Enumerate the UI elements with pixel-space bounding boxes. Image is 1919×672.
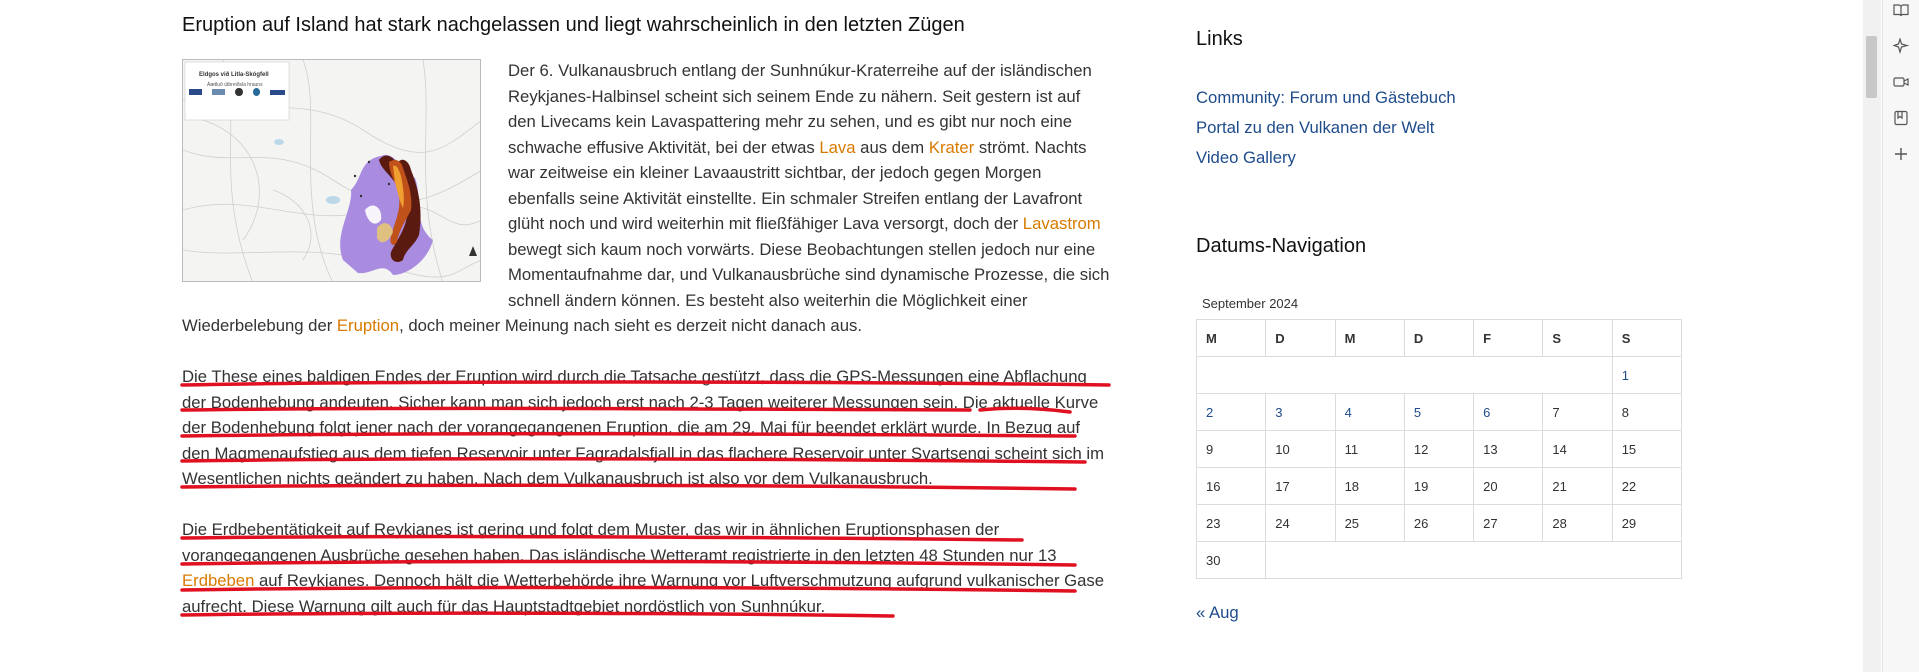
calendar-weekdays <box>1197 320 1682 357</box>
date-nav-widget-title: Datums-Navigation <box>1196 235 1367 257</box>
logo-icon <box>253 88 260 96</box>
browser-side-toolbar <box>1882 0 1919 672</box>
calendar-day-cell: 25 <box>1335 505 1404 542</box>
article-body <box>182 58 1112 619</box>
calendar-day-link[interactable]: 5 <box>1413 404 1422 420</box>
scrollbar-thumb[interactable] <box>1866 36 1877 98</box>
calendar-day-cell: 29 <box>1612 505 1681 542</box>
calendar-week-row <box>1197 468 1682 505</box>
calendar-day-cell: 24 <box>1266 505 1335 542</box>
calendar-week-row <box>1197 431 1682 468</box>
calendar-day-cell: 28 <box>1543 505 1612 542</box>
calendar-day-link[interactable]: 1 <box>1621 367 1629 383</box>
weekday-header: D <box>1404 320 1473 357</box>
link-erdbeben[interactable]: Erdbeben <box>182 571 255 590</box>
weekday-header: F <box>1474 320 1543 357</box>
map-legend-title: Eldgos við Litla-Skógfell <box>199 72 269 78</box>
calendar-day-cell[interactable] <box>1335 394 1404 431</box>
calendar-day-cell: 22 <box>1612 468 1681 505</box>
calendar-day-cell: 20 <box>1474 468 1543 505</box>
calendar-day-link[interactable]: 6 <box>1483 404 1491 420</box>
calendar-day-cell: 9 <box>1197 431 1266 468</box>
calendar-day-cell: 30 <box>1197 542 1266 579</box>
paragraph-3-text-2: auf Reykjanes. Dennoch hält die Wetterbehörde ihre Warnung vor Luftverschmutzung aufgrund vulkanischer Gase aufrecht. Diese Warnung gilt auch für das Hauptstadtgebiet nordöstlich von Sunhnúkur. <box>182 571 1105 616</box>
logo-icon <box>270 90 285 95</box>
paragraph-3 <box>182 517 1112 619</box>
bookmark-icon[interactable] <box>1891 108 1911 128</box>
paragraph-1-text-5: , doch meiner Meinung nach sieht es derzeit nicht danach aus. <box>399 316 862 335</box>
calendar <box>1196 294 1682 579</box>
links-widget-title: Links <box>1196 28 1243 50</box>
calendar-day-cell: 16 <box>1197 468 1266 505</box>
paragraph-3-text-1: Die Erdbebentätigkeit auf Reykjanes ist gering und folgt dem Muster, das wir in ähnlichen Eruptionsphasen der vorangegangenen Ausbrüche gesehen haben. Das isländische Wetteramt registrierte in den letzten 48 Stunden nur 13 <box>182 520 1057 565</box>
link-lavastrom[interactable]: Lavastrom <box>1022 214 1101 233</box>
calendar-table <box>1196 319 1682 579</box>
link-vulkan-portal[interactable]: Portal zu den Vulkanen der Welt <box>1196 118 1435 137</box>
calendar-day-link[interactable]: 2 <box>1206 404 1214 420</box>
paragraph-1-text-2: aus dem <box>855 137 929 157</box>
link-community-forum[interactable]: Community: Forum und Gästebuch <box>1196 88 1456 107</box>
reader-icon[interactable] <box>1891 0 1911 20</box>
weekday-header: M <box>1335 320 1404 357</box>
weekday-header: S <box>1612 320 1681 357</box>
logo-icon <box>235 88 242 96</box>
links-list <box>1196 83 1456 173</box>
page-scrollbar[interactable] <box>1863 0 1881 672</box>
calendar-empty-cell <box>1266 542 1682 579</box>
map-legend-subtitle: Áætluð útbreiðsla hrauns <box>207 82 263 88</box>
calendar-day-cell[interactable] <box>1266 394 1335 431</box>
calendar-body <box>1197 357 1682 579</box>
weekday-header: S <box>1543 320 1612 357</box>
calendar-day-cell: 10 <box>1266 431 1335 468</box>
calendar-day-cell[interactable] <box>1612 357 1681 394</box>
link-video-gallery[interactable]: Video Gallery <box>1196 148 1296 167</box>
logo-icon <box>212 89 225 95</box>
calendar-day-cell: 14 <box>1543 431 1612 468</box>
calendar-day-cell: 27 <box>1474 505 1543 542</box>
calendar-day-cell[interactable] <box>1404 394 1473 431</box>
calendar-day-cell: 15 <box>1612 431 1681 468</box>
agency-logos <box>189 85 285 99</box>
calendar-day-cell: 26 <box>1404 505 1473 542</box>
calendar-prev-month-link[interactable]: « Aug <box>1196 603 1239 622</box>
calendar-day-cell[interactable] <box>1197 394 1266 431</box>
logo-icon <box>189 89 202 95</box>
calendar-day-cell: 11 <box>1335 431 1404 468</box>
calendar-day-link[interactable]: 4 <box>1344 404 1352 420</box>
paragraph-1-text-3: strömt. Nachts war zeitweise ein kleiner Lavaaustritt sichtbar, der jedoch gegen Morgen ebenfalls seine Aktivität einstellte. Ein schmaler Streifen entlang der Lavafront glüht noch und wird weiterhin mit fließfähiger Lava versorgt, doch der <box>508 137 1087 233</box>
link-krater[interactable]: Krater <box>928 137 975 157</box>
calendar-caption: September 2024 <box>1202 296 1299 311</box>
calendar-day-link[interactable]: 3 <box>1275 404 1283 420</box>
calendar-week-row <box>1197 505 1682 542</box>
calendar-day-cell: 21 <box>1543 468 1612 505</box>
calendar-week-row <box>1197 357 1682 394</box>
link-lava[interactable]: Lava <box>819 137 856 157</box>
add-icon[interactable] <box>1891 144 1911 164</box>
calendar-day-cell: 12 <box>1404 431 1473 468</box>
calendar-day-cell: 7 <box>1543 394 1612 431</box>
video-icon[interactable] <box>1891 72 1911 92</box>
paragraph-1-text-4: bewegt sich kaum noch vorwärts. Diese Beobachtungen stellen jedoch nur eine Momentaufnahme dar, und Vulkanausbrüche sind dynamische Prozesse, die sich schnell ändern können. Es besteht also weiterhin die Möglichkeit einer Wiederbelebung der <box>182 239 1110 335</box>
calendar-week-row <box>1197 394 1682 431</box>
calendar-week-row <box>1197 542 1682 579</box>
paragraph-1-text-1: Der 6. Vulkanausbruch entlang der Sunhnúkur-Kraterreihe auf der isländischen Reykjanes-Halbinsel scheint sich seinem Ende zu nähern. Seit gestern ist auf den Livecams kein Lavaspattering mehr zu sehen, und es gibt nur noch eine schwache effusive Aktivität, bei der etwas <box>508 61 1092 157</box>
calendar-day-cell: 17 <box>1266 468 1335 505</box>
calendar-day-cell: 19 <box>1404 468 1473 505</box>
calendar-day-cell: 23 <box>1197 505 1266 542</box>
calendar-day-cell: 18 <box>1335 468 1404 505</box>
paragraph-2: Die These eines baldigen Endes der Eruption wird durch die Tatsache gestützt, dass die GPS-Messungen eine Abflachung der Bodenhebung andeuten. Sicher kann man sich jedoch erst nach 2-3 Tagen weiterer Messungen sein. Die aktuelle Kurve der Bodenhebung folgt jener nach der vorangegangenen Eruption, die am 29. Mai für beendet erklärt wurde. In Bezug auf den Magmenaufstieg aus dem tiefen Reservoir unter Fagradalsfjall in das flachere Reservoir unter Svartsengi scheint sich im Wesentlichen nichts geändert zu haben. Nach dem Vulkanausbruch ist also vor dem Vulkanausbruch. <box>182 367 1104 488</box>
weekday-header: M <box>1197 320 1266 357</box>
calendar-day-cell[interactable] <box>1474 394 1543 431</box>
calendar-day-cell: 8 <box>1612 394 1681 431</box>
calendar-empty-cell <box>1197 357 1613 394</box>
lava-map-image[interactable] <box>182 59 481 282</box>
sparkle-icon[interactable] <box>1891 36 1911 56</box>
calendar-day-cell: 13 <box>1474 431 1543 468</box>
weekday-header: D <box>1266 320 1335 357</box>
post-title: Eruption auf Island hat stark nachgelassen und liegt wahrscheinlich in den letzten Zügen <box>182 14 965 36</box>
link-eruption[interactable]: Eruption <box>336 316 400 335</box>
